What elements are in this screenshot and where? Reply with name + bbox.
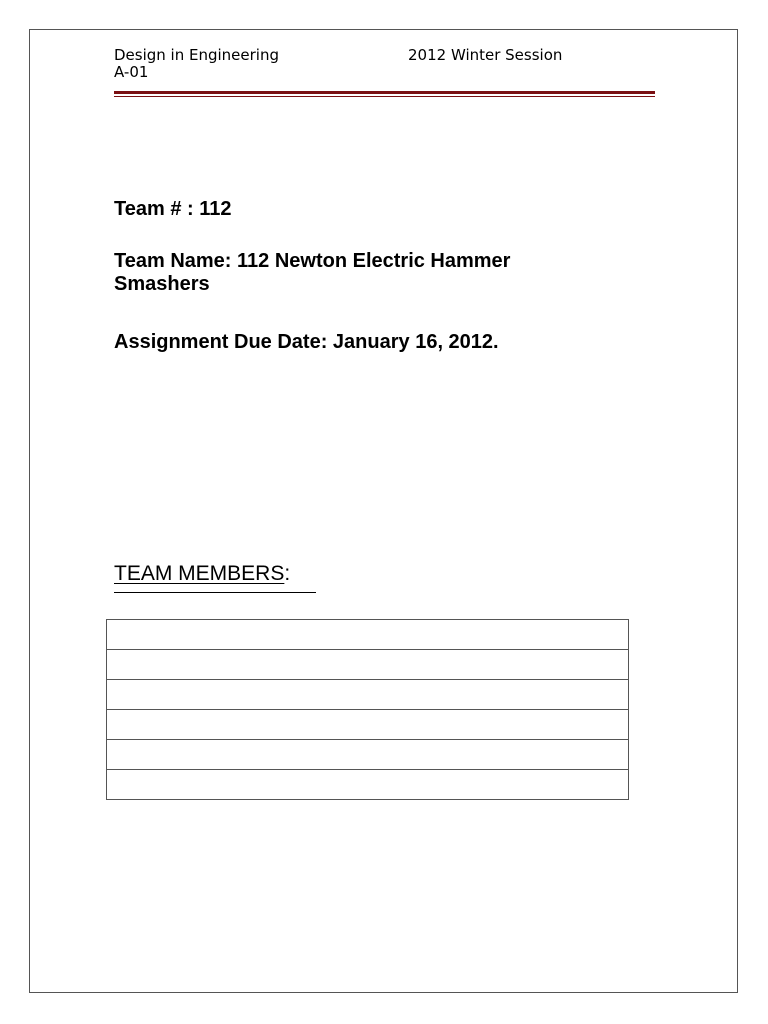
member-cell-5[interactable] xyxy=(107,740,629,770)
team-members-heading xyxy=(114,562,290,586)
team-members-heading-text: TEAM MEMBERS xyxy=(114,562,285,585)
table-row xyxy=(107,650,629,680)
table-row xyxy=(107,680,629,710)
table-row xyxy=(107,620,629,650)
header-session: 2012 Winter Session xyxy=(408,46,563,64)
member-cell-6[interactable] xyxy=(107,770,629,800)
header-course-title: Design in Engineering xyxy=(114,46,279,64)
table-row xyxy=(107,740,629,770)
team-number: Team # : 112 xyxy=(114,198,232,220)
assignment-due-date: Assignment Due Date: January 16, 2012. xyxy=(114,331,499,353)
team-members-table xyxy=(106,619,629,800)
header-rule-thin xyxy=(114,96,655,97)
team-name: Team Name: 112 Newton Electric Hammer Smashers xyxy=(114,250,511,295)
heading-double-underline xyxy=(114,592,316,593)
member-cell-4[interactable] xyxy=(107,710,629,740)
member-cell-3[interactable] xyxy=(107,680,629,710)
table-row xyxy=(107,770,629,800)
document-page xyxy=(29,29,738,993)
member-cell-2[interactable] xyxy=(107,650,629,680)
team-members-heading-colon: : xyxy=(284,562,291,585)
member-cell-1[interactable] xyxy=(107,620,629,650)
table-row xyxy=(107,710,629,740)
header-section: A-01 xyxy=(114,63,149,81)
header-rule-thick xyxy=(114,91,655,94)
